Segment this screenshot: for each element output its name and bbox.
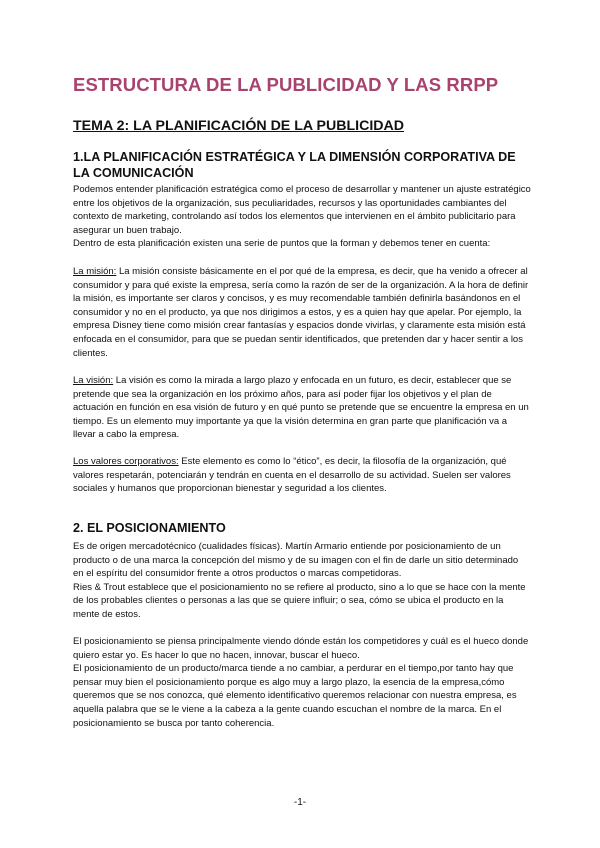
posicionamiento-paragraph-2: Ries & Trout establece que el posicionamiento no se refiere al producto, sino a lo que se hace con la mente de los probables clientes o personas a las que se quiere influir; o sea, cómo se ubica el producto en la mente de estos. xyxy=(73,581,526,620)
intro-paragraph: Podemos entender planificación estratégica como el proceso de desarrollar y mantener un ajuste estratégico entre los objetivos de la organización, sus peculiaridades, recursos y las oportunidades cambiantes del contexto de marketing, controlando así todos los elementos que intervienen en el ámbito publicitario para asegurar un buen trabajo. xyxy=(73,184,531,236)
posicionamiento-paragraph-4: El posicionamiento de un producto/marca tiende a no cambiar, a perdurar en el tiempo,por tanto hay que pensar muy bien el posicionamiento porque es algo muy a largo plazo, la esencia de la empresa,cómo queremos que se nos conozca, qué elemento identificativo queremos relacionar con nuestra empresa, es aquella palabra que se le viene a la cabeza a la gente cuando escuchan el nombre de la marca. En el posicionamiento se busca por tanto coherencia. xyxy=(73,663,517,729)
section-2-body-a xyxy=(73,540,531,622)
valores-text: Este elemento es como lo “ético”, es decir, la filosofía de la organización, qué valores respetarán, potenciarán y tendrán en cuenta en el desarrollo de su actividad. Suelen ser valores sociales y humanos que proporcionan bienestar y seguridad a los clientes. xyxy=(73,456,511,495)
mision-paragraph xyxy=(73,265,531,360)
intro-paragraph-2: Dentro de esta planificación existen una serie de puntos que la forman y debemos tener en cuenta: xyxy=(73,238,491,250)
mision-text: La misión consiste básicamente en el por qué de la empresa, es decir, que ha venido a ofrecer al consumidor y para qué existe la empresa, sería como la razón de ser de la organización. A la hora de definir la misión, es importante ser claros y concisos, y es muy recomendable también definirla basándonos en el consumidor y no en el producto, ya que nos dirigimos a estos, y es a quien hay que apelar. Por ejemplo, la empresa Disney tiene como misión crear fantasías y espacios donde vivirlas, y claramente esta misión está enfocada en el consumidor, para que se puedan sentir identificados, que pretenden dar y hacer sentir a los clientes. xyxy=(73,266,529,359)
vision-paragraph xyxy=(73,374,531,442)
posicionamiento-paragraph-3: El posicionamiento se piensa principalmente viendo dónde están los competidores y cuál es el hueco donde quiero estar yo. Es hacer lo que no hacen, innovar, buscar el hueco. xyxy=(73,636,529,661)
valores-term: Los valores corporativos: xyxy=(73,456,179,467)
document-title: ESTRUCTURA DE LA PUBLICIDAD Y LAS RRPP xyxy=(73,74,499,95)
section-2-heading: 2. EL POSICIONAMIENTO xyxy=(73,521,226,535)
section-2-body-b xyxy=(73,635,531,730)
valores-paragraph xyxy=(73,455,531,496)
section-1-heading: 1.LA PLANIFICACIÓN ESTRATÉGICA Y LA DIMENSIÓN CORPORATIVA DE LA COMUNICACIÓN xyxy=(73,150,516,180)
page-number: -1- xyxy=(293,797,307,808)
vision-text: La visión es como la mirada a largo plazo y enfocada en un futuro, es decir, establecer que se pretende que sea la organización en los próximo años, para así poder fijar los objetivos y el plan de actuación en función en esa visión de futuro y en qué punto se pretende que se encuentre la empresa en un tiempo. Es un elemento muy importante ya que la visión determina en gran parte que planificación va a llevar a cabo la empresa. xyxy=(73,375,529,441)
mision-term: La misión: xyxy=(73,266,117,277)
vision-term: La visión: xyxy=(73,375,114,386)
section-1-intro xyxy=(73,183,531,251)
posicionamiento-paragraph-1: Es de origen mercadotécnico (cualidades físicas). Martín Armario entiende por posicionamiento de un producto o de una marca la concepción del mismo y de su imagen con el fin de darle un sitio determinado en el espíritu del consumidor frente a otros productos o marcas competidoras. xyxy=(73,541,519,580)
tema-title: TEMA 2: LA PLANIFICACIÓN DE LA PUBLICIDAD xyxy=(73,118,405,134)
